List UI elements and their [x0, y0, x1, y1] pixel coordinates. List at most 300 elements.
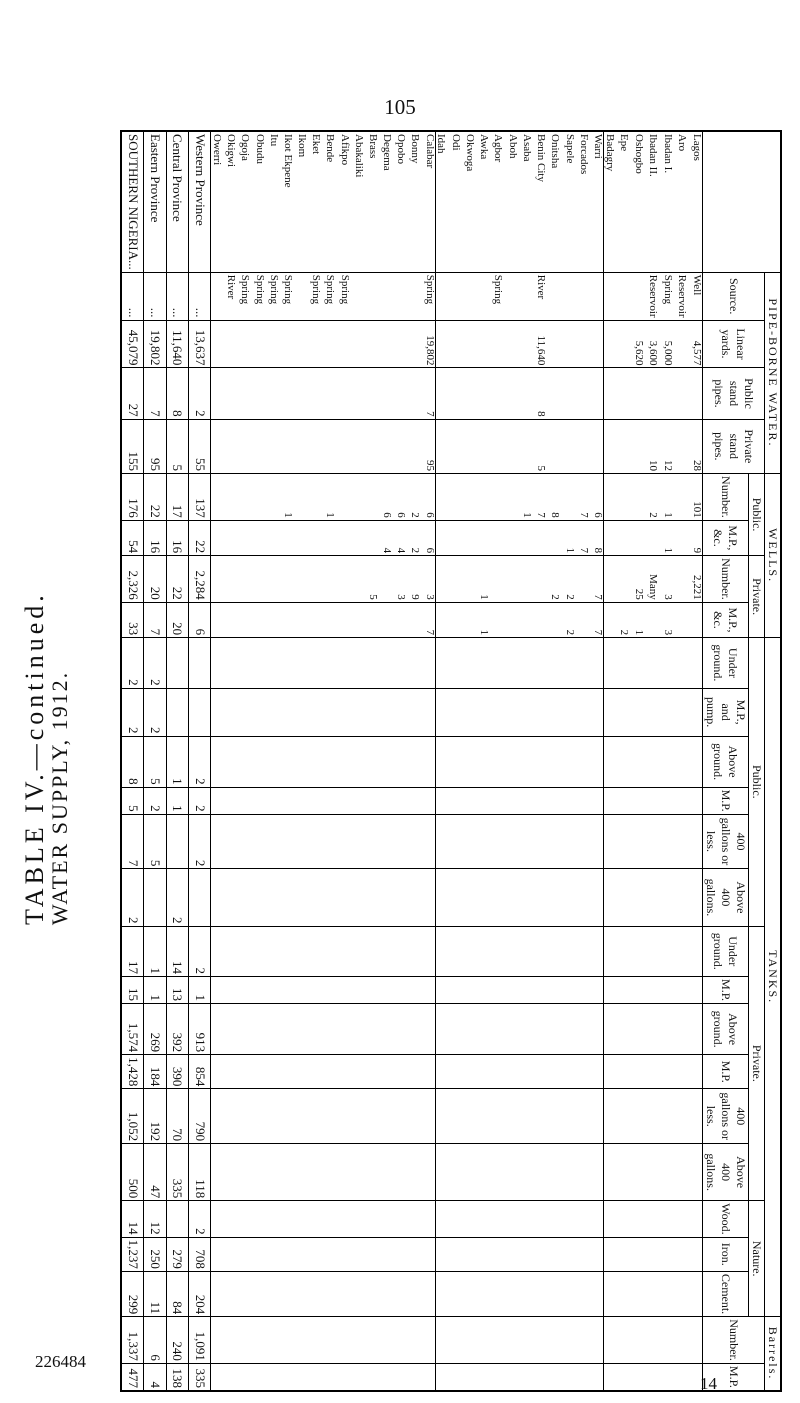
- towns-entry: Eket: [310, 134, 323, 155]
- total-priv_above400-cell: 335: [166, 1144, 188, 1201]
- linear-entry: [677, 323, 688, 366]
- blank-cell: [211, 1237, 435, 1271]
- towns-entry: Opobo: [395, 134, 408, 164]
- wpriv_mp-entry: [691, 605, 702, 635]
- source-entry: [593, 275, 604, 318]
- group-linear-cell: [211, 320, 435, 368]
- privstand-entry: [593, 422, 604, 471]
- linear-entry: [240, 323, 251, 366]
- wpriv_num-entry: [464, 558, 475, 600]
- total-priv_above-cell: 1,574: [122, 1004, 144, 1055]
- source-entry: River: [225, 274, 238, 300]
- barrels-number-header: Number.: [703, 1317, 765, 1364]
- total-wpub_mp-cell: 16: [166, 520, 188, 555]
- total-priv_mp-cell: 15: [122, 977, 144, 1004]
- wells-header: WELLS.: [765, 474, 781, 638]
- towns-entry: Ibadan I.: [661, 134, 674, 174]
- group-wpriv_num-cell: [211, 556, 435, 603]
- pubstand-entry: [464, 370, 475, 416]
- linear-entry: [507, 323, 518, 366]
- pubstand-entry: [521, 370, 532, 416]
- wpub_mp-entry: [226, 523, 237, 553]
- wells-public-number-header: Number.: [703, 474, 749, 521]
- iron-header: Iron.: [703, 1237, 749, 1271]
- pubstand-entry: [691, 370, 702, 416]
- blank-cell: [211, 1317, 435, 1364]
- privstand-entry: [493, 422, 504, 471]
- wpub_num-entry: 6: [381, 512, 394, 518]
- privstand-entry: [564, 422, 575, 471]
- wpriv_mp-entry: 7: [423, 629, 436, 636]
- towns-entry: Brass: [366, 134, 379, 159]
- barrels-header: Barrels.: [765, 1317, 781, 1391]
- source-entry: [578, 275, 589, 318]
- blank-cell: [211, 1271, 435, 1316]
- privstand-entry: [254, 422, 265, 471]
- total-wpriv_num-cell: 2,326: [122, 556, 144, 603]
- wpriv_mp-entry: [493, 605, 504, 635]
- total-wpriv_mp-cell: 7: [144, 602, 166, 637]
- total-priv_under-cell: 1: [144, 926, 166, 977]
- wpub_mp-entry: [619, 523, 630, 553]
- total-priv_mp2-cell: 854: [189, 1055, 211, 1089]
- pubstand-entry: [396, 370, 407, 416]
- total-linear-cell: 45,079: [122, 320, 144, 368]
- towns-entry: Bonny: [409, 134, 422, 164]
- towns-entry: Ikom: [296, 134, 309, 158]
- total-barrels_num-cell: 1,091: [189, 1317, 211, 1364]
- wpub_mp-entry: [677, 523, 688, 553]
- total-pub_above400-cell: 2: [166, 869, 188, 926]
- wpriv_mp-entry: [677, 605, 688, 635]
- linear-entry: [297, 323, 308, 366]
- group-wpub_num-cell: [435, 474, 604, 521]
- blank-cell: [604, 1004, 703, 1055]
- privstand-entry: [311, 422, 322, 471]
- blank-cell: [435, 1237, 604, 1271]
- privstand-entry: [464, 422, 475, 471]
- wpriv_num-entry: [240, 558, 251, 600]
- total-cement-cell: 84: [166, 1271, 188, 1316]
- linear-entry: [410, 323, 421, 366]
- source-entry: [604, 275, 615, 318]
- wpub_mp-entry: [353, 523, 364, 553]
- total-barrels_num-cell: 1,337: [122, 1317, 144, 1364]
- blank-cell: [211, 1144, 435, 1201]
- total-pub_under-cell: [166, 638, 188, 689]
- total-pub_above-cell: 5: [144, 736, 166, 787]
- pubstand-entry: [564, 370, 575, 416]
- wpub_mp-entry: 4: [395, 547, 408, 554]
- total-linear-cell: 11,640: [166, 320, 188, 368]
- group-wpriv_mp-cell: [435, 602, 604, 637]
- source-entry: Spring: [492, 274, 505, 305]
- wpriv_num-entry: [677, 558, 688, 600]
- wells-private-mp-header: M.P., &c.: [703, 602, 749, 637]
- total-wpub_num-cell: 22: [144, 474, 166, 521]
- privstand-entry: [410, 422, 421, 471]
- total-cement-cell: 299: [122, 1271, 144, 1316]
- wpriv_mp-entry: [226, 605, 237, 635]
- blank-cell: [604, 1363, 703, 1390]
- blank-cell: [211, 977, 435, 1004]
- pubstand-entry: [226, 370, 237, 416]
- towns-entry: Idah: [435, 134, 448, 154]
- linear-entry: 3,600: [647, 340, 660, 366]
- group-row: [211, 132, 435, 1391]
- wpriv_mp-entry: [339, 605, 350, 635]
- town-column-header: [703, 132, 781, 273]
- linear-entry: [578, 323, 589, 366]
- linear-entry: 5,000: [661, 340, 674, 366]
- wpub_num-entry: 1: [661, 512, 674, 518]
- source-entry: [633, 275, 644, 318]
- group-privstand-cell: [211, 419, 435, 473]
- privstand-entry: 28: [691, 460, 703, 472]
- total-priv_above400-cell: 118: [189, 1144, 211, 1201]
- wpriv_mp-entry: [367, 605, 378, 635]
- wpub_num-entry: [268, 476, 279, 518]
- table-body: [122, 132, 703, 1391]
- wpub_num-entry: [619, 476, 630, 518]
- group-wpub_mp-cell: [604, 520, 703, 555]
- blank-cell: [604, 977, 703, 1004]
- total-pub_mp-cell: 2: [144, 787, 166, 814]
- total-pub_400less-cell: 2: [189, 814, 211, 869]
- source-header: Source.: [703, 272, 765, 320]
- wpub_num-entry: 7: [577, 512, 590, 518]
- wpriv_num-entry: 7: [592, 594, 605, 600]
- wpub_mp-entry: [325, 523, 336, 553]
- towns-entry: Ogoja: [239, 134, 252, 161]
- wpub_num-entry: [564, 476, 575, 518]
- blank-cell: [435, 787, 604, 814]
- linear-entry: [254, 323, 265, 366]
- wpriv_num-entry: [382, 558, 393, 600]
- wpriv_mp-entry: [240, 605, 251, 635]
- tanks-header: TANKS.: [765, 638, 781, 1317]
- wpriv_num-entry: [436, 558, 447, 600]
- privstand-entry: [240, 422, 251, 471]
- wpub_mp-entry: [521, 523, 532, 553]
- total-pub_above400-cell: 2: [122, 869, 144, 926]
- total-iron-cell: 279: [166, 1237, 188, 1271]
- blank-cell: [211, 1089, 435, 1144]
- pubstand-entry: [410, 370, 421, 416]
- pipe-borne-header: PIPE-BORNE WATER.: [765, 272, 781, 473]
- linear-yards-header: Linear yards.: [703, 320, 765, 368]
- linear-entry: [464, 323, 475, 366]
- privstand-entry: [325, 422, 336, 471]
- total-barrels_mp-cell: 335: [189, 1363, 211, 1390]
- total-priv_mp-cell: 1: [189, 977, 211, 1004]
- pub-mp-header: M.P.: [703, 787, 749, 814]
- wpub_mp-entry: [268, 523, 279, 553]
- total-pub_mp_pump-cell: 2: [122, 688, 144, 736]
- pubstand-entry: [382, 370, 393, 416]
- total-row: [166, 132, 188, 1391]
- wells-public-mp-header: M.P., &c.: [703, 520, 749, 555]
- cement-header: Cement.: [703, 1271, 749, 1316]
- wpriv_num-entry: [311, 558, 322, 600]
- wpub_num-entry: [226, 476, 237, 518]
- wpub_mp-entry: 1: [661, 547, 674, 554]
- linear-entry: [604, 323, 615, 366]
- linear-entry: [367, 323, 378, 366]
- blank-cell: [211, 688, 435, 736]
- total-wood-cell: 12: [144, 1201, 166, 1237]
- group-privstand-cell: [604, 419, 703, 473]
- wpriv_num-entry: [521, 558, 532, 600]
- towns-entry: Okigwi: [225, 134, 238, 167]
- blank-cell: [604, 736, 703, 787]
- wpriv_mp-entry: 1: [632, 629, 645, 636]
- wpriv_mp-entry: [450, 605, 461, 635]
- total-label: Central Province: [166, 132, 188, 273]
- table-title: TABLE IV.—continued.: [20, 591, 49, 925]
- privstand-entry: [550, 422, 561, 471]
- total-priv_mp-cell: 13: [166, 977, 188, 1004]
- wpub_mp-entry: 2: [409, 547, 422, 554]
- privstand-entry: [507, 422, 518, 471]
- blank-cell: [604, 1201, 703, 1237]
- total-pub_above-cell: 1: [166, 736, 188, 787]
- pubstand-entry: [367, 370, 378, 416]
- blank-cell: [211, 787, 435, 814]
- wpriv_mp-entry: [410, 605, 421, 635]
- blank-cell: [211, 926, 435, 977]
- source-entry: Spring: [661, 274, 674, 305]
- privstand-entry: [226, 422, 237, 471]
- privstand-entry: 95: [423, 460, 436, 472]
- total-pub_above400-cell: [144, 869, 166, 926]
- group-wpriv_mp-cell: [211, 602, 435, 637]
- source-entry: [464, 275, 475, 318]
- linear-entry: 5,620: [632, 340, 645, 366]
- wpub_mp-entry: [604, 523, 615, 553]
- pubstand-entry: [268, 370, 279, 416]
- total-priv_mp2-cell: 390: [166, 1055, 188, 1089]
- blank-cell: [604, 926, 703, 977]
- wpriv_mp-entry: [550, 605, 561, 635]
- wpriv_num-entry: [450, 558, 461, 600]
- total-source-cell: ...: [144, 272, 166, 320]
- privstand-entry: [619, 422, 630, 471]
- total-priv_400less-cell: 1,052: [122, 1089, 144, 1144]
- privstand-entry: [521, 422, 532, 471]
- blank-cell: [435, 977, 604, 1004]
- pubstand-entry: [578, 370, 589, 416]
- total-pub_under-cell: 2: [122, 638, 144, 689]
- total-barrels_num-cell: 6: [144, 1317, 166, 1364]
- towns-entry: Benin City: [535, 134, 548, 182]
- total-privstand-cell: 155: [122, 419, 144, 473]
- total-wood-cell: 2: [189, 1201, 211, 1237]
- wpriv_num-entry: [353, 558, 364, 600]
- wpub_num-entry: [311, 476, 322, 518]
- pubstand-entry: [339, 370, 350, 416]
- towns-entry: Sapele: [563, 134, 576, 164]
- total-priv_400less-cell: 790: [189, 1089, 211, 1144]
- total-pub_mp-cell: 1: [166, 787, 188, 814]
- total-privstand-cell: 95: [144, 419, 166, 473]
- wpub_mp-entry: 4: [381, 547, 394, 554]
- total-wpub_num-cell: 17: [166, 474, 188, 521]
- pub-mp-pump-header: M.P., and pump.: [703, 688, 749, 736]
- wpriv_num-entry: [536, 558, 547, 600]
- blank-cell: [604, 1237, 703, 1271]
- privstand-entry: [297, 422, 308, 471]
- towns-entry: Lagos: [691, 134, 703, 161]
- wpriv_mp-entry: [268, 605, 279, 635]
- total-wpub_mp-cell: 22: [189, 520, 211, 555]
- privstand-entry: [396, 422, 407, 471]
- blank-cell: [604, 638, 703, 689]
- tanks-private-header: Private.: [749, 926, 765, 1201]
- wpub_mp-entry: [536, 523, 547, 553]
- towns-entry: Oshogbo: [632, 134, 645, 174]
- pubstand-entry: [240, 370, 251, 416]
- wpub_num-entry: [367, 476, 378, 518]
- total-pub_mp-cell: 5: [122, 787, 144, 814]
- blank-cell: [211, 1363, 435, 1390]
- wpub_num-entry: 2: [409, 512, 422, 518]
- source-entry: [564, 275, 575, 318]
- total-pub_under-cell: 2: [144, 638, 166, 689]
- source-entry: [619, 275, 630, 318]
- pubstand-entry: [212, 370, 223, 416]
- privstand-entry: [367, 422, 378, 471]
- pubstand-entry: [677, 370, 688, 416]
- linear-entry: [396, 323, 407, 366]
- total-cement-cell: 11: [144, 1271, 166, 1316]
- blank-cell: [211, 814, 435, 869]
- group-linear-cell: [435, 320, 604, 368]
- total-wpriv_mp-cell: 33: [122, 602, 144, 637]
- total-pub_400less-cell: [166, 814, 188, 869]
- total-priv_mp-cell: 1: [144, 977, 166, 1004]
- linear-entry: [436, 323, 447, 366]
- pubstand-entry: [604, 370, 615, 416]
- wpriv_mp-entry: 2: [618, 629, 631, 636]
- wells-private-number-header: Number.: [703, 556, 749, 603]
- wpub_mp-entry: 9: [691, 547, 703, 554]
- total-wpub_num-cell: 137: [189, 474, 211, 521]
- linear-entry: [593, 323, 604, 366]
- source-entry: Reservoir: [647, 274, 660, 318]
- group-row: [435, 132, 604, 1391]
- wpub_mp-entry: [450, 523, 461, 553]
- linear-entry: [619, 323, 630, 366]
- wpub_mp-entry: 8: [592, 547, 605, 554]
- wpub_mp-entry: [254, 523, 265, 553]
- blank-cell: [435, 1201, 604, 1237]
- total-pub_mp_pump-cell: 2: [144, 688, 166, 736]
- total-priv_above-cell: 392: [166, 1004, 188, 1055]
- water-supply-table: [120, 130, 782, 1392]
- blank-cell: [435, 869, 604, 926]
- privstand-entry: 5: [535, 465, 548, 472]
- wpub_num-entry: [677, 476, 688, 518]
- source-entry: [410, 275, 421, 318]
- wpriv_num-entry: 5: [366, 594, 379, 600]
- source-entry: [297, 275, 308, 318]
- total-privstand-cell: 55: [189, 419, 211, 473]
- wpriv_num-entry: [493, 558, 504, 600]
- pub-underground-header: Under ground.: [703, 638, 749, 689]
- total-privstand-cell: 5: [166, 419, 188, 473]
- blank-cell: [604, 688, 703, 736]
- group-pubstand-cell: [435, 368, 604, 419]
- group-wpub_num-cell: [604, 474, 703, 521]
- group-wpriv_mp-cell: [604, 602, 703, 637]
- priv-underground-header: Under ground.: [703, 926, 749, 977]
- wpub_mp-entry: [212, 523, 223, 553]
- total-pub_400less-cell: 5: [144, 814, 166, 869]
- wpriv_num-entry: 3: [661, 594, 674, 600]
- wpub_mp-entry: [507, 523, 518, 553]
- blank-cell: [604, 1271, 703, 1316]
- group-wpub_mp-cell: [211, 520, 435, 555]
- blank-cell: [211, 1004, 435, 1055]
- wpriv_num-entry: [226, 558, 237, 600]
- wpub_num-entry: [339, 476, 350, 518]
- towns-entry: Aboh: [506, 134, 519, 159]
- total-priv_under-cell: 17: [122, 926, 144, 977]
- group-wpub_mp-cell: [435, 520, 604, 555]
- reference-number: 226484: [35, 1352, 86, 1371]
- source-entry: [382, 275, 393, 318]
- towns-entry: Aro: [676, 134, 689, 152]
- wpub_num-entry: 1: [324, 512, 337, 518]
- pubstand-entry: [507, 370, 518, 416]
- total-iron-cell: 708: [189, 1237, 211, 1271]
- wpub_mp-entry: [436, 523, 447, 553]
- wpriv_mp-entry: [604, 605, 615, 635]
- wpriv_num-entry: 1: [478, 594, 491, 600]
- total-pubstand-cell: 27: [122, 368, 144, 419]
- wpriv_mp-entry: 7: [592, 629, 605, 636]
- wpub_num-entry: [493, 476, 504, 518]
- pubstand-entry: [550, 370, 561, 416]
- total-linear-cell: 13,637: [189, 320, 211, 368]
- wpub_num-entry: 6: [395, 512, 408, 518]
- towns-entry: Owerri: [211, 134, 224, 166]
- total-priv_above-cell: 913: [189, 1004, 211, 1055]
- linear-entry: 11,640: [535, 335, 548, 366]
- source-entry: Spring: [281, 274, 294, 305]
- wpriv_mp-entry: [648, 605, 659, 635]
- total-wpriv_num-cell: 22: [166, 556, 188, 603]
- total-priv_mp2-cell: 184: [144, 1055, 166, 1089]
- wpriv_num-entry: [254, 558, 265, 600]
- source-entry: River: [535, 274, 548, 300]
- pubstand-entry: [436, 370, 447, 416]
- wpriv_mp-entry: 1: [478, 629, 491, 636]
- total-label: SOUTHERN NIGERIA...: [122, 132, 144, 273]
- blank-cell: [435, 1317, 604, 1364]
- group-pubstand-cell: [211, 368, 435, 419]
- source-entry: [507, 275, 518, 318]
- linear-entry: [479, 323, 490, 366]
- wpriv_mp-entry: [212, 605, 223, 635]
- source-entry: Reservoir: [676, 274, 689, 318]
- privstand-entry: [382, 422, 393, 471]
- group-wpriv_num-cell: [435, 556, 604, 603]
- total-pub_mp-cell: 2: [189, 787, 211, 814]
- group-towns-cell: [435, 132, 604, 273]
- blank-cell: [604, 869, 703, 926]
